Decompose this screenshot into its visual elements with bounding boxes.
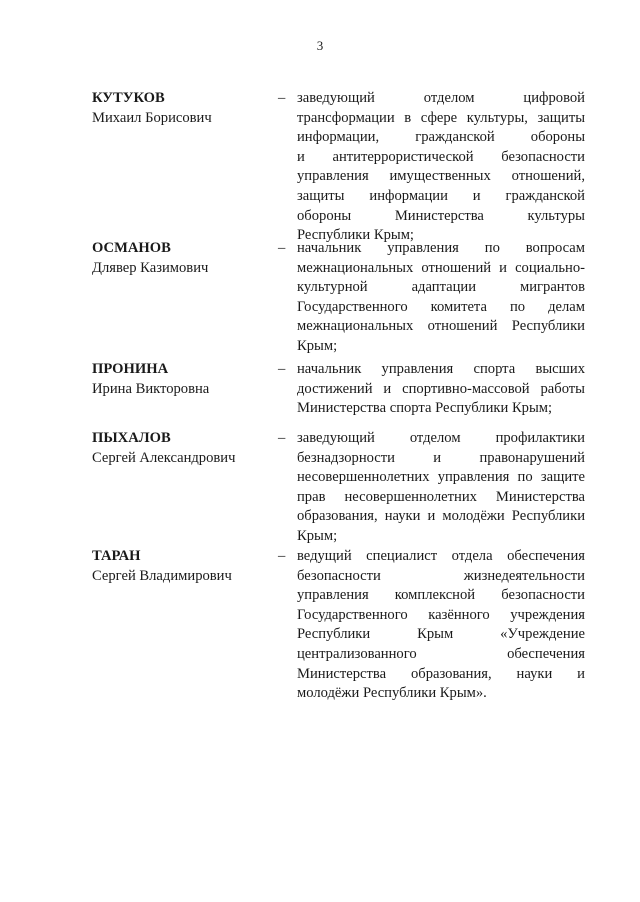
person-name [92, 429, 272, 468]
entry-osmanov [92, 239, 592, 357]
description-line: заведующий отделом профилактики [297, 430, 585, 446]
description-line: образования, науки и молодёжи Республики [297, 508, 585, 525]
description-line: управления комплексной безопасности [297, 587, 585, 604]
description-line: молодёжи Республики Крым». [297, 685, 487, 702]
description-line: заведующий отделом цифровой [297, 90, 585, 106]
description-line: ведущий специалист отдела обеспечения [297, 548, 585, 564]
position-description [297, 547, 585, 704]
description-line: Государственного казённого учреждения [297, 606, 585, 623]
given-name: Сергей Александрович [92, 449, 236, 466]
position-description [297, 239, 585, 357]
description-line: безнадзорности и правонарушений [297, 449, 585, 466]
description-line: Республики Крым; [297, 227, 414, 244]
given-name: Сергей Владимирович [92, 567, 232, 584]
dash: – [278, 548, 286, 564]
surname: ПРОНИНА [92, 361, 169, 377]
dash: – [278, 361, 286, 377]
dash: – [278, 240, 286, 256]
person-name [92, 239, 272, 278]
description-line: начальник управления по вопросам [297, 240, 585, 256]
description-line: несовершеннолетних управления по защите [297, 469, 585, 486]
description-line: межнациональных отношений Республики [297, 318, 585, 335]
page-number: 3 [316, 38, 324, 53]
description-line: Государственного комитета по делам [297, 298, 585, 315]
entry-taran [92, 547, 592, 704]
description-line: защиты информации и гражданской [297, 187, 585, 204]
description-line: Министерства спорта Республики Крым; [297, 400, 553, 417]
description-line: безопасности жизнедеятельности [297, 567, 585, 584]
description-line: обороны Министерства культуры [297, 207, 585, 224]
description-line: информации, гражданской обороны [297, 129, 585, 146]
surname: ТАРАН [92, 548, 141, 564]
description-line: Крым; [297, 337, 338, 354]
surname: ПЫХАЛОВ [92, 430, 171, 446]
given-name: Ирина Викторовна [92, 380, 210, 397]
description-line: начальник управления спорта высших [297, 361, 585, 377]
description-line: и антитеррористической безопасности [297, 148, 585, 165]
description-line: управления имущественных отношений, [297, 168, 585, 185]
description-line: культурной адаптации мигрантов [297, 279, 585, 296]
person-name [92, 547, 272, 586]
dash: – [278, 90, 286, 106]
dash: – [278, 430, 286, 446]
description-line: Республики Крым «Учреждение [297, 626, 585, 643]
given-name: Длявер Казимович [92, 259, 209, 276]
description-line: трансформации в сфере культуры, защиты [297, 109, 585, 126]
given-name: Михаил Борисович [92, 109, 212, 126]
description-line: прав несовершеннолетних Министерства [297, 488, 585, 505]
surname: КУТУКОВ [92, 90, 165, 106]
person-name [92, 89, 272, 128]
entry-pykhalov [92, 429, 592, 547]
description-line: межнациональных отношений и социально- [297, 259, 585, 276]
surname: ОСМАНОВ [92, 240, 171, 256]
position-description [297, 360, 585, 419]
entry-pronina [92, 360, 592, 419]
description-line: Крым; [297, 527, 338, 544]
description-line: централизованного обеспечения [297, 645, 585, 662]
description-line: Министерства образования, науки и [297, 665, 585, 682]
person-name [92, 360, 272, 399]
position-description [297, 89, 585, 246]
description-line: достижений и спортивно-массовой работы [297, 380, 585, 397]
entry-kutukov [92, 89, 592, 246]
position-description [297, 429, 585, 547]
